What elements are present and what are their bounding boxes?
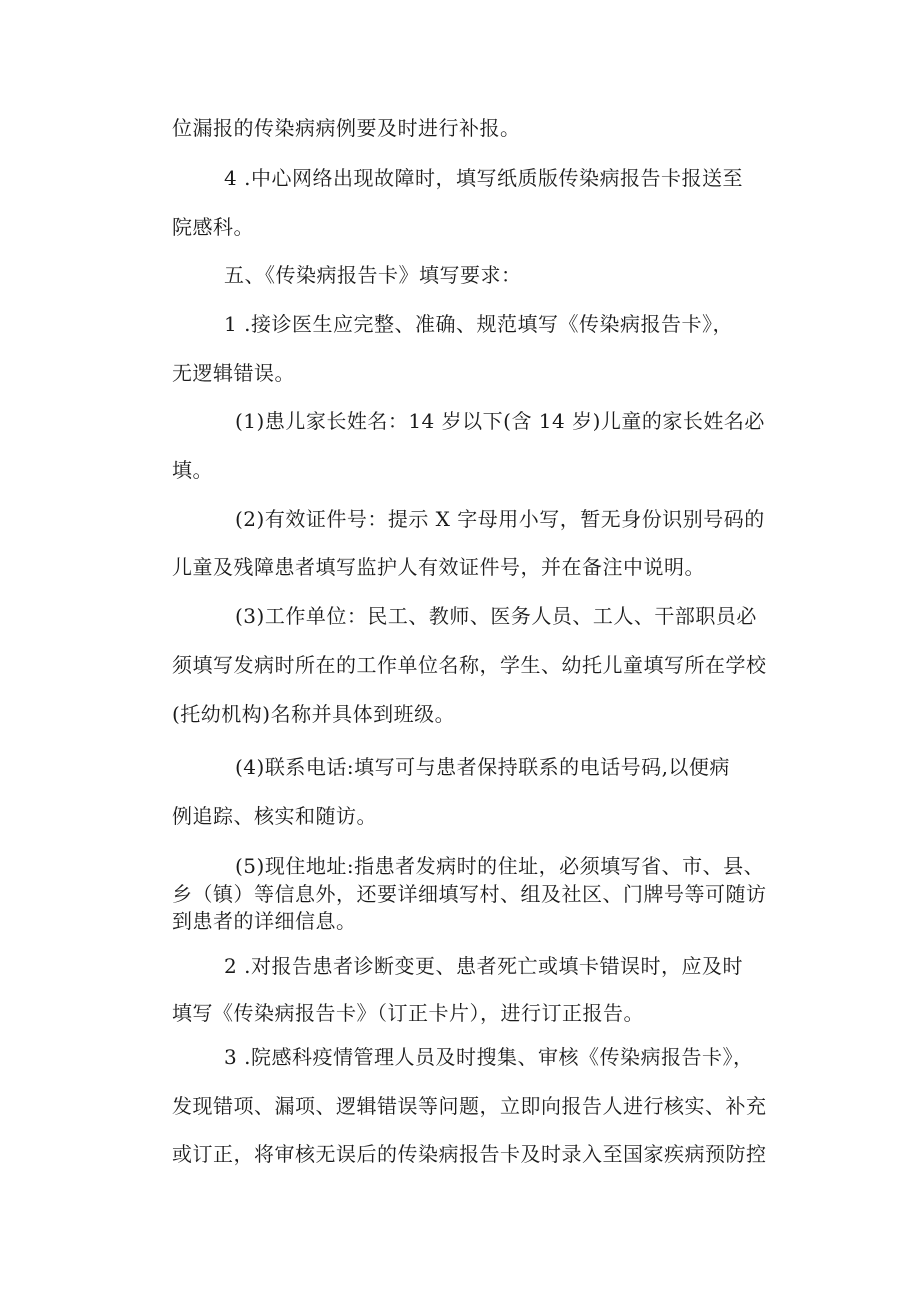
section-heading: 五、《传染病报告卡》填写要求： [224,263,522,287]
text-line: 填。 [172,458,213,482]
text-line: 或订正，将审核无误后的传染病报告卡及时录入至国家疾病预防控 [172,1142,767,1166]
text-line: (托幼机构)名称并具体到班级。 [172,702,456,726]
text-line: 例追踪、核实和随访。 [172,804,377,828]
text-line: (3)工作单位：民工、教师、医务人员、工人、干部职员必 [235,604,757,628]
text-line: (4)联系电话:填写可与患者保持联系的电话号码,以便病 [235,755,730,779]
text-line: (5)现住地址:指患者发病时的住址，必须填写省、市、县、 [235,854,765,878]
text-line: 儿童及残障患者填写监护人有效证件号，并在备注中说明。 [172,555,705,579]
text-line: 乡（镇）等信息外，还要详细填写村、组及社区、门牌号等可随访 [172,882,767,906]
text-line: 填写《传染病报告卡》（订正卡片），进行订正报告。 [172,1001,644,1025]
text-line: 发现错项、漏项、逻辑错误等问题，立即向报告人进行核实、补充 [172,1094,767,1118]
text-line: 无逻辑错误。 [172,361,295,385]
text-line: 到患者的详细信息。 [172,909,357,933]
text-line: 院感科。 [172,215,254,239]
text-line: 2 .对报告患者诊断变更、患者死亡或填卡错误时，应及时 [224,954,743,978]
text-line: 4 .中心网络出现故障时，填写纸质版传染病报告卡报送至 [224,166,743,190]
text-line: 位漏报的传染病病例要及时进行补报。 [172,116,521,140]
text-line: 3 .院感科疫情管理人员及时搜集、审核《传染病报告卡》， [224,1045,754,1069]
text-line: (1)患儿家长姓名：14 岁以下(含 14 岁)儿童的家长姓名必 [235,409,765,433]
text-line: 1 .接诊医生应完整、准确、规范填写《传染病报告卡》， [224,312,733,336]
text-line: (2)有效证件号：提示 X 字母用小写，暂无身份识别号码的 [235,507,765,531]
text-line: 须填写发病时所在的工作单位名称，学生、幼托儿童填写所在学校 [172,653,767,677]
